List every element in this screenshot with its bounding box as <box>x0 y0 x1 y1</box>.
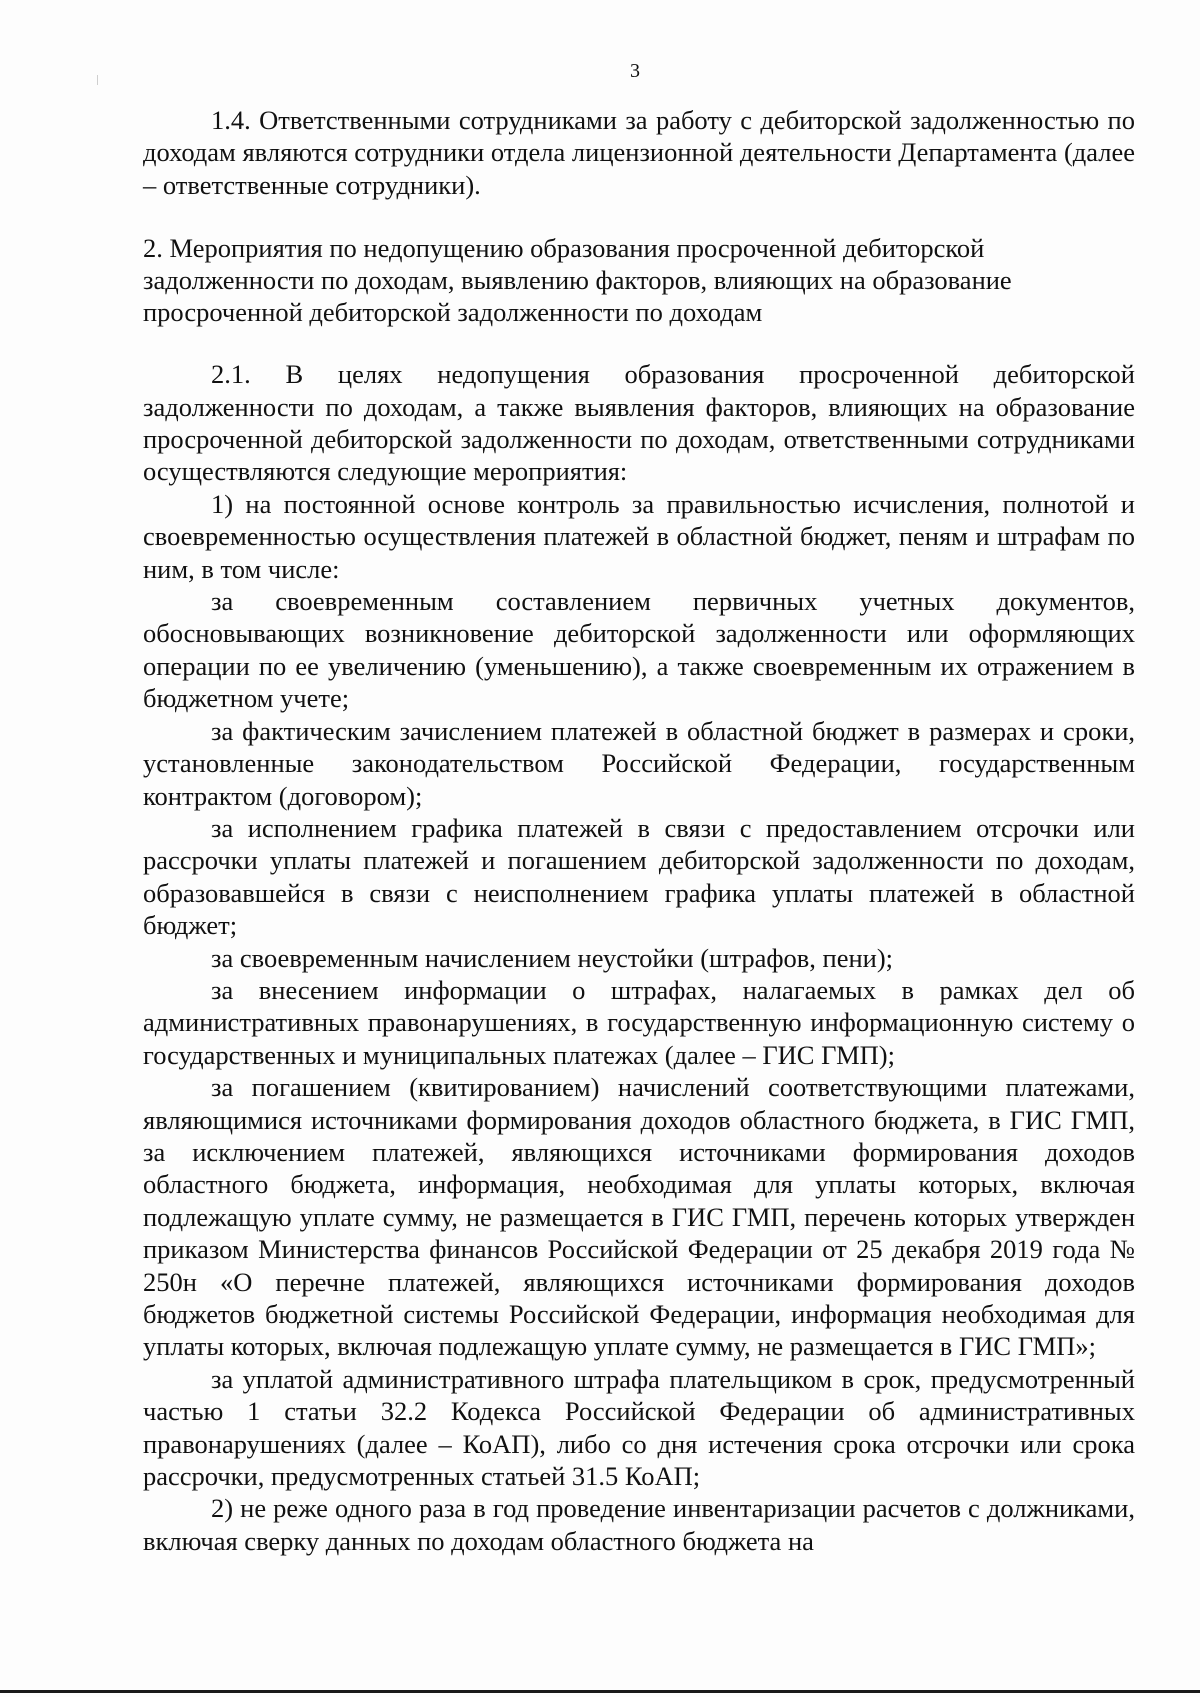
spacer <box>143 328 1135 358</box>
paragraph-1-4: 1.4. Ответственными сотрудниками за работу с дебиторской задолженностью по доходам являются сотрудники отдела лицензионной деятельности Департамента (далее – ответственные сотрудники). <box>143 105 1135 200</box>
section-title <box>143 232 1135 328</box>
paragraph-payment-schedule: за исполнением графика платежей в связи с предоставлением отсрочки или рассрочки уплаты платежей и погашением дебиторской задолженности по доходам, образовавшейся в связи с неисполнением графика уплаты платежей в областной бюджет; <box>143 812 1135 941</box>
paragraph-penalty-accrual: за своевременным начислением неустойки (штрафов, пени); <box>211 942 894 973</box>
paragraph-quittance: за погашением (квитированием) начислений соответствующими платежами, являющимися источниками формирования доходов областного бюджета, в ГИС ГМП, за исключением платежей, являющихся источниками формирования доходов областного бюджета, информация, необходимая для уплаты которых, включая подлежащую уплате сумму, не размещается в ГИС ГМП, перечень которых утвержден приказом Министерства финансов Российской Федерации от 25 декабря 2019 года № 250н «О перечне платежей, являющихся источниками формирования доходов бюджетов бюджетной системы Российской Федерации, информация необходимая для уплаты которых, включая подлежащую уплате сумму, не размещается в ГИС ГМП»; <box>143 1072 1135 1362</box>
section-title-line-2: задолженности по доходам, выявлению факторов, влияющих на образование <box>143 265 1012 296</box>
paragraph-actual-crediting: за фактическим зачислением платежей в областной бюджет в размерах и сроки, установленные законодательством Российской Федерации, государственным контрактом (договором); <box>143 715 1135 811</box>
section-title-line-3: просроченной дебиторской задолженности по доходам <box>143 297 763 328</box>
paragraph-primary-documents: за своевременным составлением первичных учетных документов, обосновывающих возникновение дебиторской задолженности или оформляющих операции по ее увеличению (уменьшению), а также своевременным их отражением в бюджетном учете; <box>143 586 1135 714</box>
paragraph-item-1: 1) на постоянной основе контроль за правильностью исчисления, полнотой и своевременностью осуществления платежей в областной бюджет, пеням и штрафам по ним, в том числе: <box>143 488 1135 584</box>
paragraph-fine-payment: за уплатой административного штрафа плательщиком в срок, предусмотренный частью 1 статьи 32.2 Кодекса Российской Федерации об административных правонарушениях (далее – КоАП), либо со дня истечения срока отсрочки или срока рассрочки, предусмотренных статьей 31.5 КоАП; <box>143 1363 1135 1492</box>
paragraph-fines-gis-gmp: за внесением информации о штрафах, налагаемых в рамках дел об административных правонарушениях, в государственную информационную систему о государственных и муниципальных платежах (далее – ГИС ГМП); <box>143 974 1135 1070</box>
spacer <box>143 201 1135 232</box>
scan-bottom-edge <box>0 1690 1200 1693</box>
document-body <box>143 104 1135 1557</box>
page-number: 3 <box>630 60 640 82</box>
paragraph-item-2: 2) не реже одного раза в год проведение инвентаризации расчетов с должниками, включая сверку данных по доходам областного бюджета на <box>143 1493 1135 1556</box>
paragraph-2-1: 2.1. В целях недопущения образования просроченной дебиторской задолженности по доходам, а также выявления факторов, влияющих на образование просроченной дебиторской задолженности по доходам, ответственными сотрудниками осуществляются следующие мероприятия: <box>143 359 1135 487</box>
section-title-line-1: 2. Мероприятия по недопущению образования просроченной дебиторской <box>143 233 985 264</box>
